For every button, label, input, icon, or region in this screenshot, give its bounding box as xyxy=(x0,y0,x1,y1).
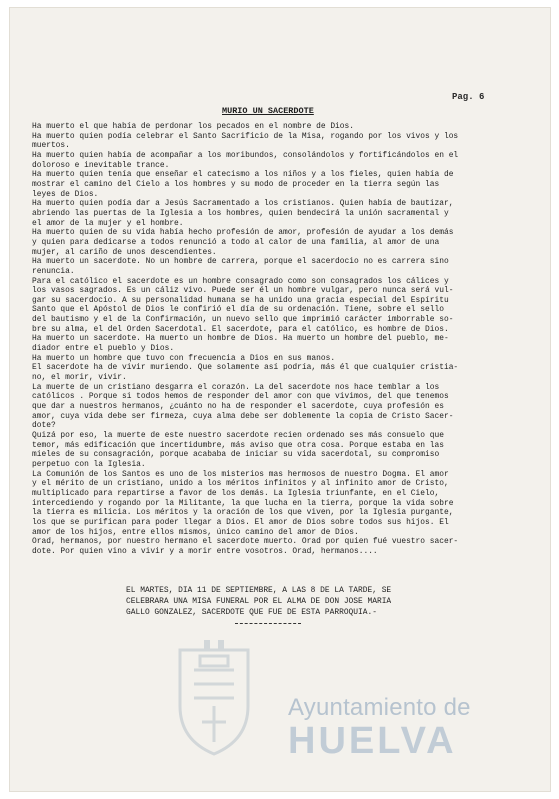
watermark-text: Ayuntamiento de xyxy=(288,694,471,721)
body-line: El sacerdote ha de vivir muriendo. Que solamente así podría, más él que cualquier cristia- xyxy=(32,363,459,373)
watermark-city: HUELVA xyxy=(288,720,457,762)
body-line: católicos . Porque si todos hemos de responder del amor con que vivimos, del que tenemos xyxy=(32,392,449,402)
body-line: Ha muerto quien podía celebrar el Santo Sacrificio de la Misa, rogando por los vivos y los xyxy=(32,131,459,141)
announcement-line: GALLO GONZALEZ, SACERDOTE QUE FUE DE ESTA PARROQUIA.- xyxy=(126,607,377,617)
body-line: Ha muerto quien podía dar a Jesús Sacramentado a los cristianos. Quien había de bautizar, xyxy=(32,199,454,209)
body-line: multiplicado para repartirse a favor de los demás. La Iglesia triunfante, en el Cielo, xyxy=(32,488,440,498)
body-line: del bautismo y el de la Confirmación, un nuevo sello que imprimió carácter imborrable so- xyxy=(32,315,454,325)
body-line: La Comunión de los Santos es uno de los misterios mas hermosos de nuestro Dogma. El amor xyxy=(32,469,449,479)
body-line: bre su alma, el del Orden Sacerdotal. El sacerdote, para el católico, es hombre de Dios. xyxy=(32,324,449,334)
body-line: muertos. xyxy=(32,141,70,151)
body-line: mostrar el camino del Cielo a los hombres y su modo de proceder en la tierra según las xyxy=(32,179,440,189)
body-line: y el mérito de un cristiano, unido a los méritos infinitos y al infinito amor de Cristo, xyxy=(32,479,449,489)
body-line: Ha muerto el que había de perdonar los pecados en el nombre de Dios. xyxy=(32,122,354,131)
body-line: no, el morir, vivir. xyxy=(32,373,127,383)
funeral-announcement xyxy=(126,586,391,618)
page-title: MURIO UN SACERDOTE xyxy=(222,106,314,116)
section-divider xyxy=(235,623,301,624)
body-line: Ha muerto quien había de acompañar a los moribundos, consolándolos y fortificándolos en el xyxy=(32,150,459,160)
page-number: Pag. 6 xyxy=(452,92,485,102)
body-line: Ha muerto quien tenía que enseñar el catecismo a los niños y a los fieles, quien había de xyxy=(32,170,454,180)
body-line: renuncia. xyxy=(32,266,75,276)
body-line: abriendo las puertas de la Iglesia a los hombres, quien bendecirá la unión sacramental y xyxy=(32,208,449,218)
body-line: temor, más edificación que incertidumbre, más aviso que otra cosa. Porque estaba en las xyxy=(32,440,444,450)
huelva-coat-of-arms-icon xyxy=(166,636,262,758)
body-line: los vasos sagrados. Es un cáliz vivo. Puede ser él un hombre vulgar, pero nunca será vul- xyxy=(32,286,454,296)
body-line: mujer, al cariño de unos descendientes. xyxy=(32,247,217,257)
body-line: dote? xyxy=(32,421,56,431)
body-line: dote. Por quien vino a vivir y a morir entre vosotros. Orad, hermanos.... xyxy=(32,546,378,556)
body-line: el amor de la mujer y el hombre. xyxy=(32,218,184,228)
body-line: Santo que el Apóstol de Dios le confirió el día de su ordenación. Tiene, sobre el sello xyxy=(32,305,444,315)
body-line: mieles de su consagración, porque acababa de iniciar su vida sacerdotal, su compromiso xyxy=(32,450,440,460)
body-line: Orad, hermanos, por nuestro hermano el sacerdote muerto. Orad por quien fué vuestro sacer- xyxy=(32,537,459,547)
body-line: Ha muerto un hombre que tuvo con frecuencia a Dios en sus manos. xyxy=(32,353,336,363)
body-line: Para el católico el sacerdote es un hombre consagrado como son consagrados los cálices y xyxy=(32,276,449,286)
announcement-line: CELEBRARA UNA MISA FUNERAL POR EL ALMA DE DON JOSE MARIA xyxy=(126,596,392,606)
body-line: que dar a nuestros hermanos, ¿cuánto no ha de responder el sacerdote, cuya profesión es xyxy=(32,402,444,412)
body-line: los que se purifican para poder llegar a Dios. El amor de Dios sobre todos sus hijos. El xyxy=(32,517,449,527)
body-line: diador entre el pueblo y Dios. xyxy=(32,344,175,354)
body-line: leyes de Dios. xyxy=(32,189,99,199)
body-line: y quien para dedicarse a todos renunció a todo al calor de una familia, al amor de una xyxy=(32,237,440,247)
announcement-line: EL MARTES, DIA 11 DE SEPTIEMBRE, A LAS 8 DE LA TARDE, SE xyxy=(126,586,392,595)
body-line: Ha muerto un sacerdote. Ha muerto un hombre de Dios. Ha muerto un hombre del pueblo, me- xyxy=(32,334,449,344)
body-line: doloroso e inevitable trance. xyxy=(32,160,170,170)
document-page xyxy=(10,8,550,791)
article-body xyxy=(32,122,532,557)
body-line: amor de los hijos, entre ellos mismos, único camino del amor de Dios. xyxy=(32,527,359,537)
body-line: la tierra es milicia. Los méritos y la oración de los que viven, por la Iglesia purgante, xyxy=(32,508,454,518)
body-line: La muerte de un cristiano desgarra el corazón. La del sacerdote nos hace temblar a los xyxy=(32,382,440,392)
body-line: Ha muerto quien de su vida había hecho profesión de amor, profesión de ayudar a los demás xyxy=(32,228,454,238)
body-line: Ha muerto un sacerdote. No un hombre de carrera, porque el sacerdocio no es carrera sino xyxy=(32,257,449,267)
body-line: gar su sacerdocio. A su personalidad humana se ha unido una gracia especial del Espíritu xyxy=(32,295,449,305)
body-line: Quizá por eso, la muerte de este nuestro sacerdote recien ordenado ses más consuelo que xyxy=(32,431,444,440)
body-line: amor, cuya vida debe ser firmeza, cuya alma debe ser doblemente la copia de Cristo Sacer- xyxy=(32,411,454,421)
body-line: perpetuo con la Iglesia. xyxy=(32,459,146,469)
body-line: intercediendo y rogando por la Militante, la que lucha en la tierra, porque la vida sobre xyxy=(32,498,454,508)
